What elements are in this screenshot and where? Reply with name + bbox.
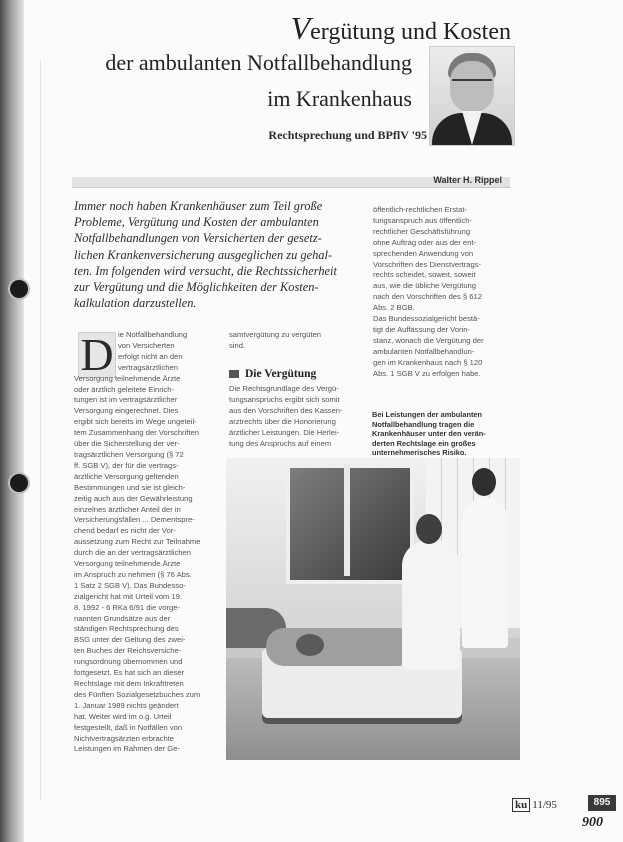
text-line: 1 Satz 2 SGB V). Das Bundesso- [74, 580, 186, 590]
title-initial: V [290, 10, 311, 46]
binding-shadow [0, 0, 24, 842]
text-line: ständigen Rechtsprechung des [74, 624, 179, 634]
lead-line: Notfallbehandlungen von Versicherten der gesetz- [74, 231, 322, 246]
lead-line: lichen Krankenversicherung ausgeglichen zu gehal- [74, 247, 333, 262]
text-line: Rechtslage mit dem Inkrafttreten [74, 679, 184, 688]
text-line: ambulanten Notfallbehandlun- [373, 346, 475, 356]
text-line: zeitig auch aus der Gewährleistung [74, 493, 193, 503]
magazine-logo: ku [512, 798, 530, 812]
text-line: arztrechts über die Honorierung [229, 416, 336, 426]
text-line: Abs. 2 BGB. [373, 303, 415, 313]
drop-cap: D [78, 332, 116, 378]
author-name: Walter H. Rippel [433, 175, 502, 185]
text-line: rechtlicher Geschäftsführung [373, 226, 471, 236]
text-line: Versorgung teilnehmende Ärzte [74, 559, 181, 569]
text-line: oder ärztlich geleitete Einrich- [74, 384, 175, 394]
text-line: über die Sicherstellung der ver- [74, 439, 180, 449]
caption-line: derten Rechtslage ein großes [372, 438, 476, 448]
text-line: hat. Weiter wird im o.g. Urteil [74, 711, 172, 721]
text-line: sind. [229, 340, 246, 350]
text-line: im Anspruch zu nehmen (§ 76 Abs. [74, 569, 192, 579]
article-subtitle: Rechtsprechung und BPflV '95 [268, 128, 427, 142]
text-line: ärztlicher Leistungen. Die Herlei- [229, 427, 340, 437]
text-line: Die Rechtsgrundlage des Vergü- [229, 384, 339, 393]
text-line: sprechenden Anwendung von [373, 248, 474, 258]
title-line-3: im Krankenhaus [267, 86, 412, 111]
column-right-top [373, 205, 513, 380]
author-bar [72, 177, 510, 188]
text-line: Leistungen im Rahmen der Ge- [74, 744, 180, 754]
page-number: 895 [588, 795, 616, 811]
text-line: chend bedarf es nicht der Vor- [74, 526, 176, 536]
text-line: zialgericht hat mit Urteil vom 19. [74, 591, 183, 601]
caption-line: Bei Leistungen der ambulanten [372, 410, 483, 419]
text-line: 1. Januar 1989 nichts geändert [74, 700, 179, 710]
text-line: durch die an der vertragsärztlichen [74, 548, 191, 558]
article-photo [226, 458, 520, 760]
column-left [74, 330, 216, 755]
section-marker-icon [229, 370, 239, 378]
text-line: tung des Anspruchs auf einem [229, 438, 332, 448]
author-portrait [429, 46, 515, 146]
title-line-1 [291, 10, 511, 47]
text-line: ergibt sich bereits im Wege ungeteil- [74, 417, 197, 427]
title-line-2: der ambulanten Notfallbehandlung [105, 50, 412, 75]
text-line: nannten Grundsätze aus der [74, 613, 171, 623]
text-line: rungsordnung übernommen und [74, 657, 183, 667]
photo-caption [372, 410, 510, 458]
page-edge-line [40, 60, 41, 800]
caption-line: Notfallbehandlung tragen die [372, 419, 475, 429]
text-line: aussetzung zum Recht zur Teilnahme [74, 537, 201, 547]
section-heading-text: Die Vergütung [245, 368, 317, 380]
text-line: gen im Krankenhaus nach § 120 [373, 357, 483, 367]
lead-line: kalkulation darzustellen. [74, 296, 197, 311]
punch-hole-top [10, 280, 28, 298]
lead-line: Probleme, Vergütung und Kosten der ambulanten [74, 215, 319, 230]
text-line: samtvergütung zu vergüten [229, 330, 322, 339]
caption-line: Krankenhäuser unter den verän- [372, 429, 486, 439]
text-line: ärztliche Versorgung geltenden [74, 471, 179, 481]
text-line: von Versicherten [118, 340, 175, 350]
magazine-issue [512, 799, 557, 811]
text-line: des Fünften Sozialgesetzbuches zum [74, 689, 201, 699]
punch-hole-bottom [10, 474, 28, 492]
lead-line: zur Vergütung und die Möglichkeiten der Kosten- [74, 280, 319, 295]
text-line: tungsanspruch aus öffentlich- [373, 215, 473, 225]
text-line: aus den Vorschriften des Kassen- [229, 405, 343, 415]
text-line: Vorschriften des Dienstvertrags- [373, 259, 482, 269]
text-line: nach den Vorschriften des § 612 [373, 292, 482, 302]
text-line: tem Zusammenhang der Vorschriften [74, 428, 199, 438]
text-line: öffentlich-rechtlichen Erstat- [373, 205, 467, 214]
text-line: tungen ist im vertragsärztlicher [74, 395, 178, 405]
column-middle-top [229, 330, 364, 352]
text-line: Versorgung teilnehmende Ärzte [74, 373, 181, 383]
text-line: fortgesetzt. Es hat sich an dieser [74, 668, 185, 678]
column-middle [229, 384, 364, 449]
text-line: tungsanspruchs ergibt sich somit [229, 394, 340, 404]
text-line: aus, wie die übliche Vergütung [373, 281, 477, 291]
text-line: ff. SGB V), der für die vertrags- [74, 460, 179, 470]
text-line: ie Notfallbehandlung [118, 330, 188, 339]
issue-number: 11/95 [532, 799, 557, 811]
caption-line: unternehmerisches Risiko. [372, 448, 467, 458]
handwritten-number: 900 [582, 815, 603, 830]
text-line: 8. 1992 - 6 RKa 6/91 die vorge- [74, 602, 180, 612]
lead-paragraph [74, 198, 354, 311]
lead-line: ten. Im folgenden wird versucht, die Rechtssicherheit [74, 263, 337, 278]
text-line: Versorgung eingerechnet. Dies [74, 406, 179, 416]
text-line: Abs. 1 SGB V zu erfolgen habe. [373, 368, 481, 378]
text-line: einzelnes ärztlicher Anteil der in [74, 504, 181, 514]
text-line: festgestellt, daß in Notfällen von [74, 722, 183, 732]
text-line: Bestimmungen und sie ist gleich- [74, 482, 186, 492]
text-line: erfolgt nicht an den [118, 351, 183, 361]
text-line: tigt die Auffassung der Vorin- [373, 324, 470, 334]
text-line: vertragsärztlichen [118, 362, 178, 372]
text-line: ohne Auftrag oder aus der ent- [373, 237, 477, 247]
text-line: BSG unter der Geltung des zwei- [74, 635, 186, 645]
section-heading [229, 368, 316, 380]
text-line: Versicherungsfällen ... Dementspre- [74, 515, 195, 525]
text-line: ten Buches der Reichsversiche- [74, 646, 182, 656]
lead-line: Immer noch haben Krankenhäuser zum Teil große [74, 199, 323, 213]
text-line: Nichtvertragsärzten erbrachte [74, 733, 175, 743]
title-line-1-rest: ergütung und Kosten [310, 19, 511, 45]
text-line: Das Bundessozialgericht bestä- [373, 314, 480, 324]
text-line: rechts scheidet, soweit, soweit [373, 270, 476, 280]
text-line: stanz, wonach die Vergütung der [373, 335, 484, 345]
text-line: tragsärztlichen Versorgung (§ 72 [74, 449, 184, 459]
